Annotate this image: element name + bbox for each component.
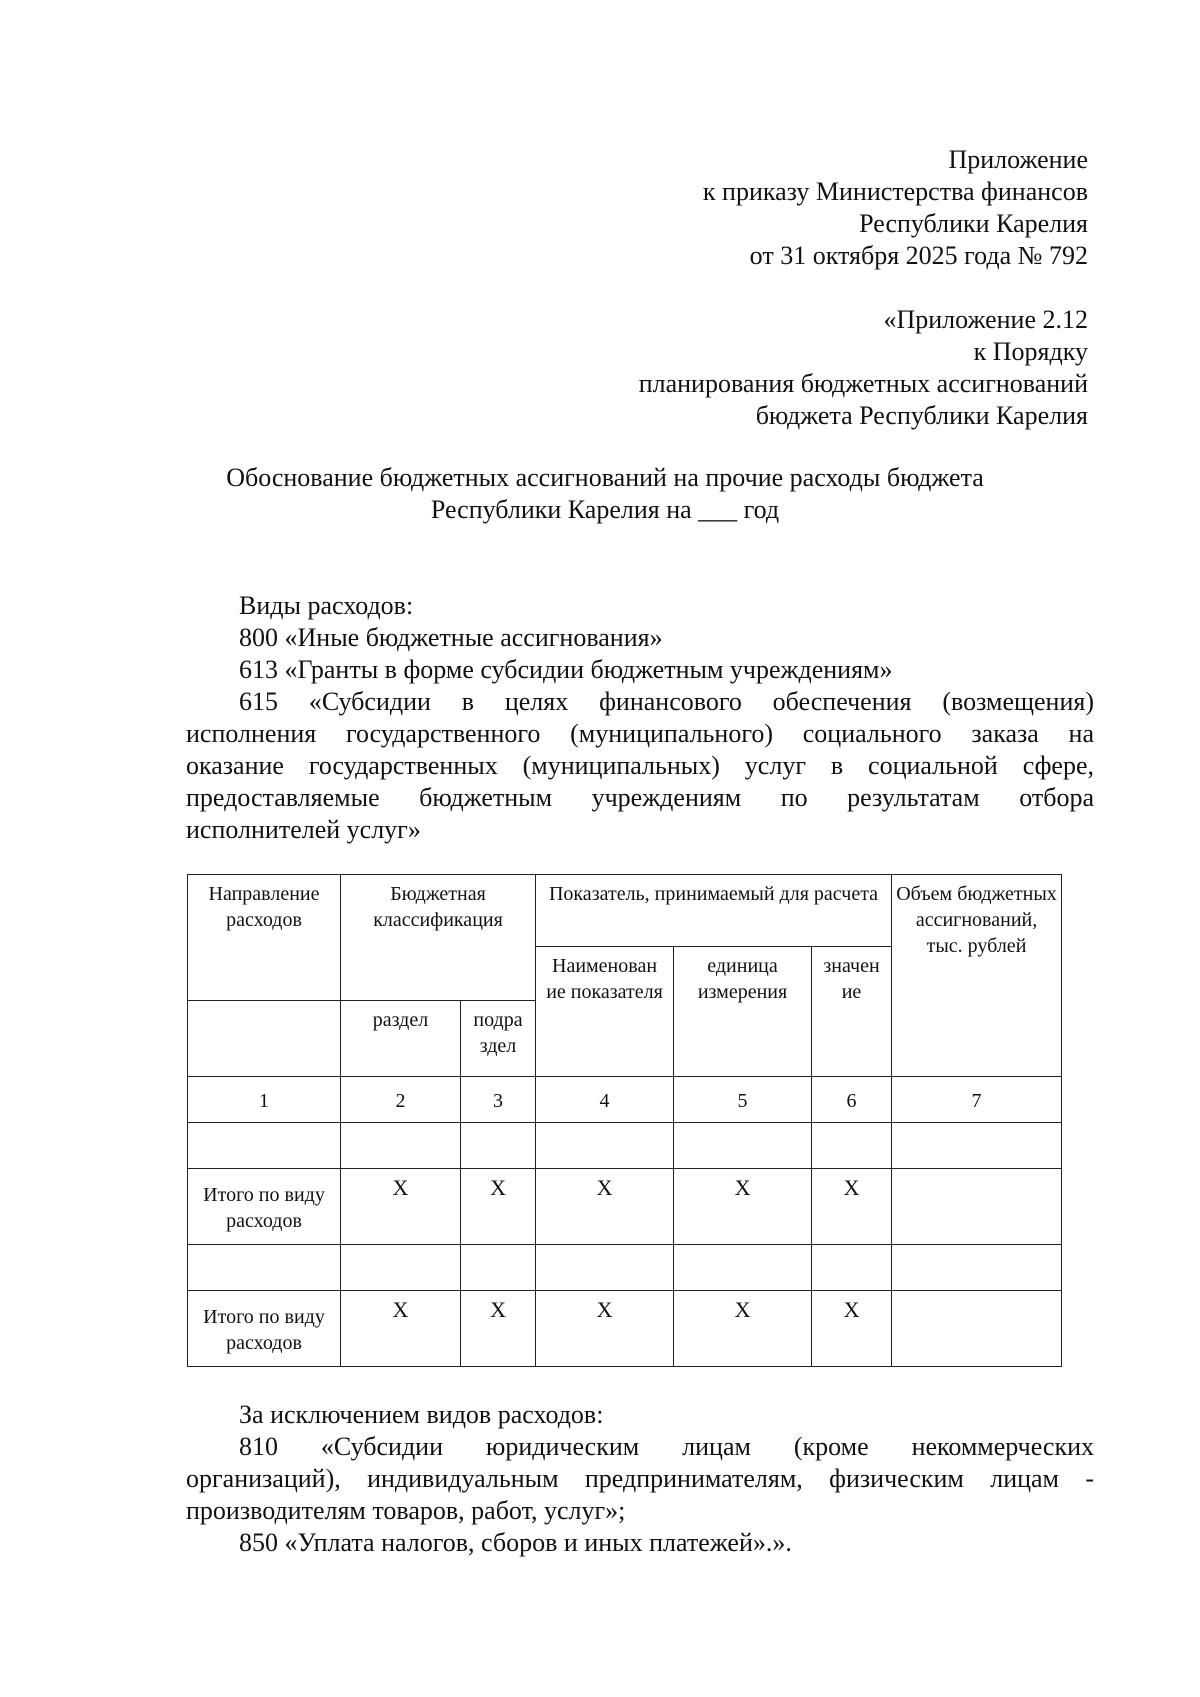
column-number: 6 [812, 1077, 892, 1123]
title-line-1: Обоснование бюджетных ассигнований на прочие расходы бюджета [226, 463, 984, 492]
table-cell [341, 1245, 461, 1291]
column-number: 2 [341, 1077, 461, 1123]
appendix-date-number: от 31 октября 2025 года № 792 [749, 241, 1088, 270]
header-unit: единица измерения [674, 947, 812, 1077]
table-cell [536, 1245, 674, 1291]
cross-mark: X [341, 1169, 461, 1245]
appendix-inner-procedure: к Порядку [973, 337, 1088, 366]
header-subsection: подра здел [461, 1001, 536, 1077]
expense-item-800: 800 «Иные бюджетные ассигнования» [239, 623, 663, 652]
table-row-empty [188, 1245, 1062, 1291]
cross-mark: X [536, 1169, 674, 1245]
expense-item-615-line: исполнителей услуг» [186, 815, 421, 844]
header-section: раздел [341, 1001, 461, 1077]
column-number: 4 [536, 1077, 674, 1123]
expense-item-615-line: предоставляемые бюджетным учреждениям по результатам отбора [186, 783, 1094, 812]
expense-item-615-line: исполнения государственного (муниципального) социального заказа на [186, 719, 1094, 748]
expense-item-613: 613 «Гранты в форме субсидии бюджетным учреждениям» [239, 655, 893, 684]
appendix-republic-line: Республики Карелия [859, 209, 1088, 238]
appendix-inner-budget: бюджета Республики Карелия [755, 401, 1088, 430]
header-indicator: Показатель, принимаемый для расчета [536, 875, 892, 947]
exclusion-item-810-line: организаций), индивидуальным предпринимателям, физическим лицам - [186, 1464, 1094, 1493]
table-cell [536, 1123, 674, 1169]
exclusion-item-850: 850 «Уплата налогов, сборов и иных платежей».». [239, 1528, 792, 1557]
table-cell [674, 1245, 812, 1291]
table-cell [461, 1123, 536, 1169]
table-cell [812, 1123, 892, 1169]
table-cell [674, 1123, 812, 1169]
expense-item-615-line: 615 «Субсидии в целях финансового обеспечения (возмещения) [239, 687, 1094, 716]
header-volume: Объем бюджетных ассигнований, тыс. рублей [892, 875, 1062, 1077]
cross-mark: X [341, 1291, 461, 1367]
table-row-total [188, 1291, 1062, 1367]
appendix-approval-block [703, 144, 1088, 272]
header-direction-continued [188, 1001, 341, 1077]
expense-types-section [186, 590, 1094, 846]
table-cell [812, 1245, 892, 1291]
table-cell [892, 1169, 1062, 1245]
total-label: Итого по виду расходов [188, 1169, 341, 1245]
table-cell [892, 1123, 1062, 1169]
total-label: Итого по виду расходов [188, 1291, 341, 1367]
cross-mark: X [674, 1169, 812, 1245]
appendix-inner-block [639, 304, 1088, 432]
title-line-2: Республики Карелия на ___ год [430, 495, 780, 524]
header-direction: Направление расходов [188, 875, 341, 1001]
table-cell [892, 1245, 1062, 1291]
table-cell [341, 1123, 461, 1169]
column-number: 7 [892, 1077, 1062, 1123]
table-cell [461, 1245, 536, 1291]
expense-types-heading: Виды расходов: [239, 591, 414, 620]
table-cell [892, 1291, 1062, 1367]
header-classification: Бюджетная классификация [341, 875, 536, 1001]
appendix-label: Приложение [948, 145, 1088, 174]
cross-mark: X [812, 1169, 892, 1245]
cross-mark: X [461, 1291, 536, 1367]
table-row-empty [188, 1123, 1062, 1169]
exclusion-item-810-line: производителям товаров, работ, услуг»; [186, 1496, 626, 1525]
cross-mark: X [674, 1291, 812, 1367]
table-cell [188, 1123, 341, 1169]
document-title [180, 462, 1030, 526]
budget-justification-table [187, 874, 1062, 1367]
exclusions-section [186, 1399, 1094, 1559]
column-number: 3 [461, 1077, 536, 1123]
expense-item-615-line: оказание государственных (муниципальных) услуг в социальной сфере, [186, 751, 1094, 780]
appendix-order-line: к приказу Министерства финансов [702, 177, 1088, 206]
cross-mark: X [812, 1291, 892, 1367]
exclusion-item-810-line: 810 «Субсидии юридическим лицам (кроме некоммерческих [239, 1432, 1094, 1461]
appendix-inner-planning: планирования бюджетных ассигнований [638, 369, 1088, 398]
table-row-total [188, 1169, 1062, 1245]
table-cell [188, 1245, 341, 1291]
exclusions-heading: За исключением видов расходов: [239, 1400, 604, 1429]
column-number: 5 [674, 1077, 812, 1123]
header-value: значен ие [812, 947, 892, 1077]
cross-mark: X [461, 1169, 536, 1245]
cross-mark: X [536, 1291, 674, 1367]
header-indicator-name: Наименован ие показателя [536, 947, 674, 1077]
appendix-inner-label: «Приложение 2.12 [883, 305, 1088, 334]
column-number: 1 [188, 1077, 341, 1123]
